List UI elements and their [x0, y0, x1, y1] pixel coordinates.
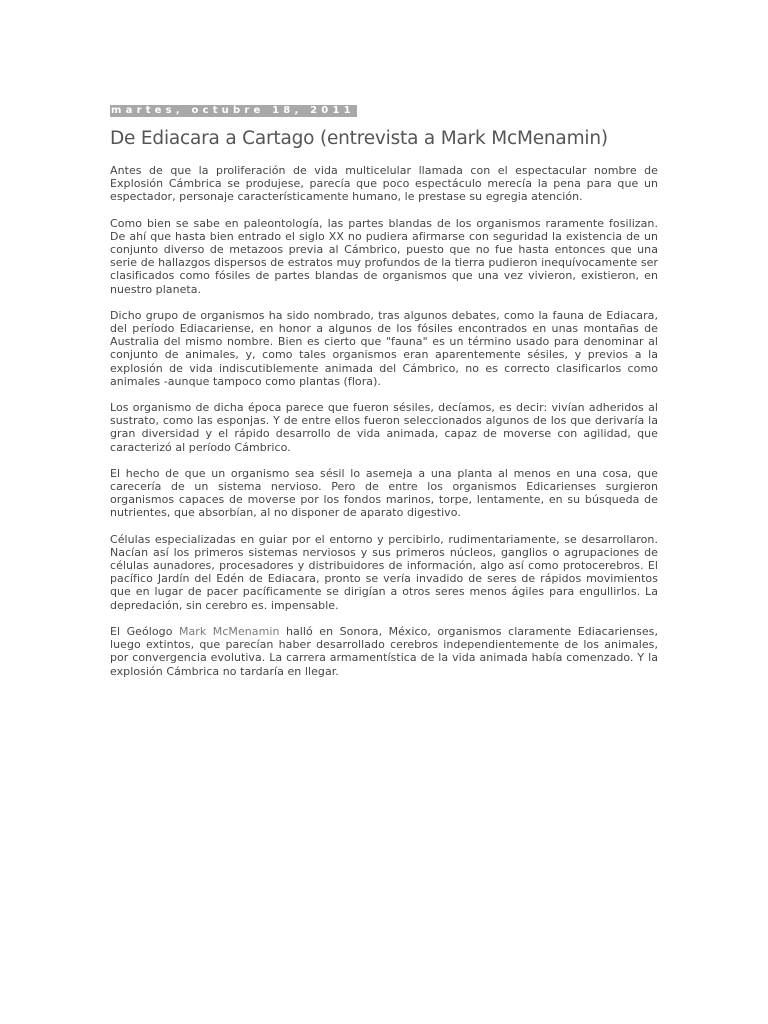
post-title: De Ediacara a Cartago (entrevista a Mark McMenamin) [110, 128, 608, 149]
post-body [110, 164, 658, 678]
post-date: martes, octubre 18, 2011 [111, 105, 355, 116]
paragraph-6: Células especializadas en guiar por el entorno y percibirlo, rudimentariamente, se desarrollaron. Nacían así los primeros sistemas nerviosos y sus primeros núcleos, ganglios o agrupaciones de células aunadores, procesadores y distribuidores de información, algo así como protocerebros. El pacífico Jardín del Edén de Ediacara, pronto se vería invadido de seres de rápidos movimientos que en lugar de pacer pacíficamente se dirigían a otros seres menos ágiles para engullirlos. La depredación, sin cerebro es. impensable. [110, 532, 658, 612]
blog-post [110, 98, 658, 691]
paragraph-4: Los organismo de dicha época parece que fueron sésiles, decíamos, es decir: vivían adheridos al sustrato, como las esponjas. Y de entre ellos fueron seleccionados algunos de los que derivaría la gran diversidad y el rápido desarrollo de vida animada, capaz de moverse con agilidad, que caracterizó al período Cámbrico. [110, 401, 658, 454]
paragraph-3: Dicho grupo de organismos ha sido nombrado, tras algunos debates, como la fauna de Ediacara, del período Ediacariense, en honor a algunos de los fósiles encontrados en unas montañas de Australia del mismo nombre. Bien es cierto que "fauna" es un término usado para denominar al conjunto de animales, y, como tales organismos eran aparentemente sésiles, y previos a la explosión de vida indiscutiblemente animada del Cámbrico, no es correcto clasificarlos como animales -aunque tampoco como plantas (flora). [110, 308, 658, 388]
paragraph-2: Como bien se sabe en paleontología, las partes blandas de los organismos raramente fosilizan. De ahí que hasta bien entrado el siglo XX no pudiera afirmarse con seguridad la existencia de un conjunto diverso de metazoos previa al Cámbrico, puesto que no fue hasta entonces que una serie de hallazgos dispersos de estratos muy profundos de la tierra pudieron inequívocamente ser clasificados como fósiles de partes blandas de organismos que una vez vivieron, existieron, en nuestro planeta. [110, 216, 658, 296]
mark-mcmenamin-link[interactable]: Mark McMenamin [178, 624, 280, 638]
paragraph-7-end: halló en Sonora, México, organismos claramente Ediacarienses, luego extintos, que parecían haber desarrollado cerebros independientemente de los animales, por convergencia evolutiva. La carrera armamentística de la vida animada había comenzado. Y la explosión Cámbrica no tardaría en llegar. [110, 624, 658, 678]
paragraph-7-start: El Geólogo [110, 624, 179, 638]
paragraph-5: El hecho de que un organismo sea sésil lo asemeja a una planta al menos en una cosa, que carecería de un sistema nervioso. Pero de entre los organismos Edicarienses surgieron organismos capaces de moverse por los fondos marinos, torpe, lentamente, en su búsqueda de nutrientes, que absorbían, al no disponer de aparato digestivo. [110, 466, 658, 520]
paragraph-1: Antes de que la proliferación de vida multicelular llamada con el espectacular nombre de Explosión Cámbrica se produjese, parecía que poco espectáculo merecía la pena para que un espectador, personaje característicamente humano, le prestase su egregia atención. [110, 164, 658, 204]
paragraph-7 [110, 625, 658, 678]
